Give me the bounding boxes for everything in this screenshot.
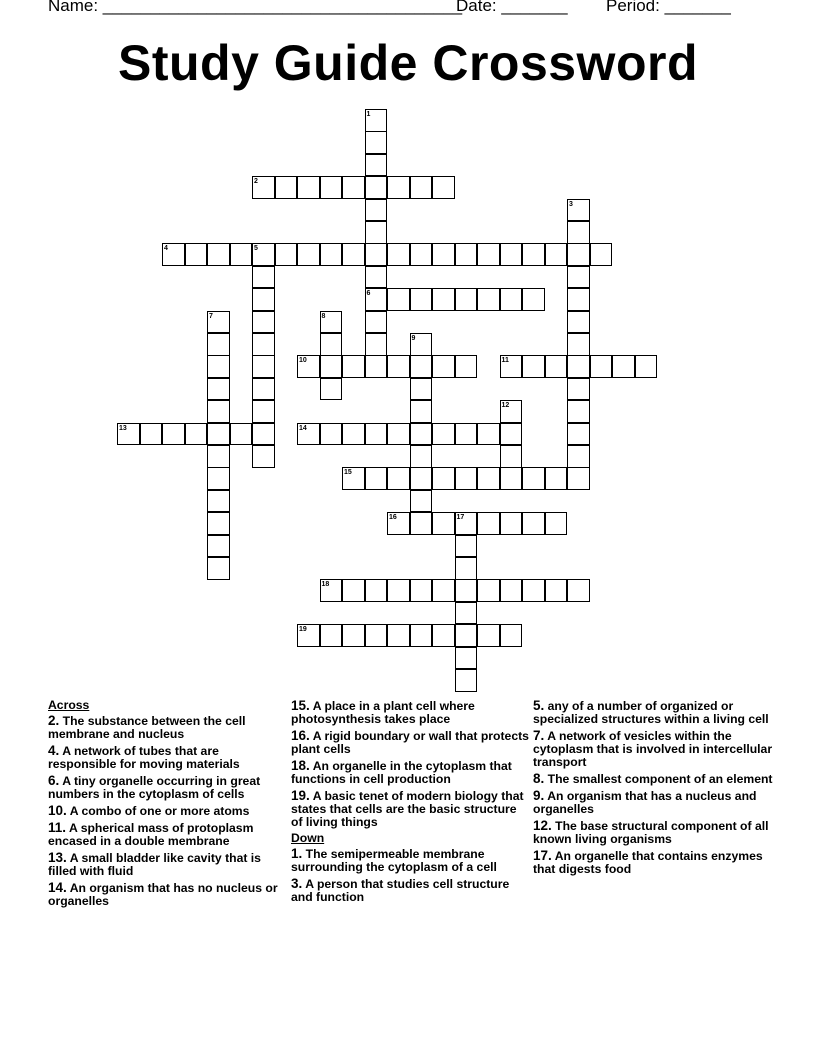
crossword-cell[interactable]	[522, 512, 545, 535]
crossword-cell[interactable]	[297, 243, 320, 266]
crossword-cell[interactable]	[477, 243, 500, 266]
crossword-cell[interactable]	[410, 355, 433, 378]
crossword-cell[interactable]	[185, 243, 208, 266]
crossword-cell[interactable]	[365, 311, 388, 334]
clue-down-1: 1. The semipermeable membrane surrounding the cytoplasm of a cell	[291, 846, 497, 874]
crossword-cell[interactable]	[432, 467, 455, 490]
crossword-cell[interactable]	[207, 378, 230, 401]
crossword-cell[interactable]	[455, 467, 478, 490]
crossword-cell[interactable]	[455, 602, 478, 625]
crossword-cell[interactable]	[567, 243, 590, 266]
clue-across-14: 14. An organism that has no nucleus or organelles	[48, 880, 278, 908]
clue-number: 18	[321, 581, 330, 589]
clue-number: 8	[321, 312, 326, 320]
crossword-cell[interactable]	[500, 288, 523, 311]
crossword-cell[interactable]	[500, 445, 523, 468]
clue-number: 5	[254, 245, 258, 253]
clue-number: 3	[569, 200, 573, 208]
crossword-cell[interactable]	[522, 288, 545, 311]
clue-number: 13	[119, 424, 127, 432]
clue-down-17: 17. An organelle that contains enzymes that digests food	[533, 848, 763, 876]
clue-down-5: 5. any of a number of organized or specialized structures within a living cell	[533, 698, 769, 726]
crossword-cell[interactable]	[275, 176, 298, 199]
crossword-cell[interactable]	[432, 512, 455, 535]
crossword-cell[interactable]	[410, 579, 433, 602]
clue-across-4: 4. A network of tubes that are responsible for moving materials	[48, 743, 240, 771]
clue-number: 12	[501, 402, 510, 410]
crossword-cell[interactable]	[410, 400, 433, 423]
crossword-cell[interactable]	[207, 243, 230, 266]
clue-across-2: 2. The substance between the cell membrane and nucleus	[48, 713, 246, 741]
crossword-cell[interactable]	[432, 355, 455, 378]
crossword-cell[interactable]	[590, 243, 613, 266]
crossword-cell[interactable]	[365, 176, 388, 199]
clue-number: 1	[366, 111, 371, 118]
crossword-cell[interactable]	[455, 669, 478, 692]
clue-number: 10	[299, 357, 307, 365]
crossword-cell[interactable]	[252, 445, 275, 468]
crossword-cell[interactable]	[342, 176, 365, 199]
crossword-cell[interactable]	[455, 423, 478, 446]
crossword-cell[interactable]	[410, 288, 433, 311]
crossword-cell[interactable]	[410, 490, 433, 513]
crossword-cell[interactable]	[342, 579, 365, 602]
crossword-cell[interactable]	[455, 243, 478, 266]
clue-number: 6	[366, 290, 371, 298]
crossword-cell[interactable]	[455, 557, 478, 580]
clue-down-9: 9. An organism that has a nucleus and organelles	[533, 788, 757, 816]
crossword-cell[interactable]	[230, 243, 253, 266]
crossword-cell[interactable]	[365, 624, 388, 647]
crossword-cell[interactable]	[320, 423, 343, 446]
crossword-cell[interactable]	[410, 445, 433, 468]
crossword-cell[interactable]	[365, 243, 388, 266]
crossword-cell[interactable]	[545, 579, 568, 602]
crossword-cell[interactable]	[432, 288, 455, 311]
crossword-cell[interactable]	[207, 512, 230, 535]
crossword-cell[interactable]	[432, 579, 455, 602]
crossword-cell[interactable]	[365, 355, 388, 378]
clue-number: 17	[456, 514, 465, 522]
crossword-cell[interactable]	[162, 423, 185, 446]
clue-across-6: 6. A tiny organelle occurring in great numbers in the cytoplasm of cells	[48, 773, 261, 801]
crossword-cell[interactable]	[207, 333, 230, 356]
clue-across-18: 18. An organelle in the cytoplasm that functions in cell production	[291, 758, 512, 786]
crossword-cell[interactable]	[545, 355, 568, 378]
clue-down-12: 12. The base structural component of all known living organisms	[533, 818, 769, 846]
crossword-cell[interactable]	[207, 423, 230, 446]
clue-column-1	[48, 699, 288, 911]
crossword-cell[interactable]	[567, 266, 590, 289]
crossword-cell[interactable]	[207, 490, 230, 513]
crossword-cell[interactable]	[387, 176, 410, 199]
crossword-cell[interactable]	[455, 535, 478, 558]
crossword-cell[interactable]	[387, 288, 410, 311]
crossword-cell[interactable]	[320, 333, 343, 356]
crossword-cell[interactable]	[140, 423, 163, 446]
across-heading: Across	[48, 698, 90, 712]
crossword-cell[interactable]	[342, 355, 365, 378]
crossword-cell[interactable]	[297, 176, 320, 199]
crossword-cell[interactable]	[522, 355, 545, 378]
clue-down-8: 8. The smallest component of an element	[533, 771, 773, 786]
clue-across-19: 19. A basic tenet of modern biology that states that cells are the basic structure of living things	[291, 788, 524, 829]
crossword-cell[interactable]	[410, 624, 433, 647]
clue-down-7: 7. A network of vesicles within the cytoplasm that is involved in intercellular transport	[533, 728, 773, 769]
crossword-cell[interactable]	[320, 378, 343, 401]
clue-number: 16	[389, 514, 397, 522]
crossword-cell[interactable]	[500, 579, 523, 602]
clue-column-2	[291, 699, 531, 907]
crossword-cell[interactable]	[320, 176, 343, 199]
period-field[interactable]: Period: _______	[606, 0, 731, 15]
crossword-cell[interactable]	[207, 557, 230, 580]
crossword-cell[interactable]	[365, 266, 388, 289]
clue-number: 2	[254, 178, 258, 186]
clue-number: 9	[411, 335, 416, 342]
clue-down-3: 3. A person that studies cell structure and function	[291, 876, 510, 904]
crossword-cell[interactable]	[252, 266, 275, 289]
crossword-cell[interactable]	[365, 333, 388, 356]
crossword-cell[interactable]	[387, 243, 410, 266]
crossword-cell[interactable]	[567, 378, 590, 401]
crossword-cell[interactable]	[252, 311, 275, 334]
crossword-cell[interactable]	[432, 624, 455, 647]
crossword-cell[interactable]	[567, 221, 590, 244]
crossword-cell[interactable]	[545, 512, 568, 535]
crossword-cell[interactable]	[365, 221, 388, 244]
crossword-cell[interactable]	[365, 467, 388, 490]
crossword-cell[interactable]	[410, 512, 433, 535]
crossword-cell[interactable]	[477, 512, 500, 535]
crossword-cell[interactable]	[567, 423, 590, 446]
crossword-cell[interactable]	[252, 333, 275, 356]
crossword-cell[interactable]	[387, 355, 410, 378]
crossword-cell[interactable]	[545, 243, 568, 266]
crossword-cell[interactable]	[500, 624, 523, 647]
crossword-cell[interactable]	[477, 423, 500, 446]
crossword-cell[interactable]	[410, 467, 433, 490]
crossword-cell[interactable]	[455, 288, 478, 311]
crossword-cell[interactable]	[410, 423, 433, 446]
crossword-cell[interactable]	[207, 400, 230, 423]
clue-column-3	[533, 699, 773, 879]
clue-number: 11	[501, 357, 509, 365]
crossword-cell[interactable]	[252, 378, 275, 401]
clue-number: 14	[299, 424, 307, 432]
crossword-cell[interactable]	[567, 445, 590, 468]
crossword-cell[interactable]	[477, 624, 500, 647]
crossword-cell[interactable]	[410, 176, 433, 199]
crossword-cell[interactable]	[252, 400, 275, 423]
crossword-cell[interactable]	[365, 154, 388, 177]
crossword-cell[interactable]	[567, 355, 590, 378]
crossword-cell[interactable]	[590, 355, 613, 378]
crossword-cell[interactable]	[207, 535, 230, 558]
crossword-cell[interactable]	[500, 243, 523, 266]
crossword-cell[interactable]	[342, 423, 365, 446]
crossword-cell[interactable]	[207, 445, 230, 468]
crossword-cell[interactable]	[252, 355, 275, 378]
clue-across-11: 11. A spherical mass of protoplasm encased in a double membrane	[48, 820, 254, 848]
clue-across-16: 16. A rigid boundary or wall that protects plant cells	[291, 728, 529, 756]
crossword-cell[interactable]	[567, 333, 590, 356]
crossword-cell[interactable]	[477, 288, 500, 311]
clue-number: 7	[209, 312, 213, 320]
clue-number: 19	[299, 626, 307, 634]
crossword-cell[interactable]	[365, 131, 388, 154]
name-field[interactable]: Name: ______________________________________	[48, 0, 463, 15]
crossword-cell[interactable]	[365, 579, 388, 602]
crossword-cell[interactable]	[522, 243, 545, 266]
down-heading: Down	[291, 831, 325, 845]
crossword-cell[interactable]	[477, 467, 500, 490]
crossword-cell[interactable]	[185, 423, 208, 446]
crossword-cell[interactable]	[477, 579, 500, 602]
crossword-cell[interactable]	[612, 355, 635, 378]
crossword-cell[interactable]	[252, 423, 275, 446]
crossword-cell[interactable]	[567, 467, 590, 490]
crossword-cell[interactable]	[387, 579, 410, 602]
crossword-cell[interactable]	[387, 624, 410, 647]
crossword-cell[interactable]	[567, 288, 590, 311]
crossword-cell[interactable]	[567, 311, 590, 334]
page-title: Study Guide Crossword	[117, 35, 698, 91]
crossword-cell[interactable]	[432, 176, 455, 199]
clue-number: 15	[344, 469, 352, 477]
clue-across-13: 13. A small bladder like cavity that is filled with fluid	[48, 850, 261, 878]
crossword-cell[interactable]	[455, 624, 478, 647]
crossword-cell[interactable]	[207, 467, 230, 490]
crossword-cell[interactable]	[432, 423, 455, 446]
crossword-cell[interactable]	[500, 467, 523, 490]
crossword-cell[interactable]	[365, 199, 388, 222]
clue-across-10: 10. A combo of one or more atoms	[48, 803, 250, 818]
crossword-cell[interactable]	[275, 243, 298, 266]
crossword-cell[interactable]	[432, 243, 455, 266]
crossword-cell[interactable]	[207, 355, 230, 378]
crossword-cell[interactable]	[387, 467, 410, 490]
crossword-cell[interactable]	[230, 423, 253, 446]
crossword-cell[interactable]	[320, 243, 343, 266]
crossword-cell[interactable]	[500, 512, 523, 535]
crossword-cell[interactable]	[545, 467, 568, 490]
crossword-cell[interactable]	[320, 624, 343, 647]
crossword-cell[interactable]	[320, 355, 343, 378]
crossword-cell[interactable]	[342, 624, 365, 647]
crossword-cell[interactable]	[342, 243, 365, 266]
crossword-cell[interactable]	[500, 423, 523, 446]
crossword-cell[interactable]	[387, 423, 410, 446]
crossword-cell[interactable]	[567, 400, 590, 423]
crossword-cell[interactable]	[455, 647, 478, 670]
crossword-cell[interactable]	[567, 579, 590, 602]
crossword-cell[interactable]	[455, 579, 478, 602]
crossword-cell[interactable]	[410, 243, 433, 266]
crossword-cell[interactable]	[635, 355, 658, 378]
crossword-cell[interactable]	[455, 355, 478, 378]
crossword-cell[interactable]	[410, 378, 433, 401]
crossword-cell[interactable]	[252, 288, 275, 311]
crossword-cell[interactable]	[522, 467, 545, 490]
clue-number: 4	[164, 245, 168, 253]
date-field[interactable]: Date: _______	[456, 0, 568, 15]
clue-across-15: 15. A place in a plant cell where photosynthesis takes place	[291, 698, 475, 726]
crossword-cell[interactable]	[365, 423, 388, 446]
crossword-cell[interactable]	[522, 579, 545, 602]
